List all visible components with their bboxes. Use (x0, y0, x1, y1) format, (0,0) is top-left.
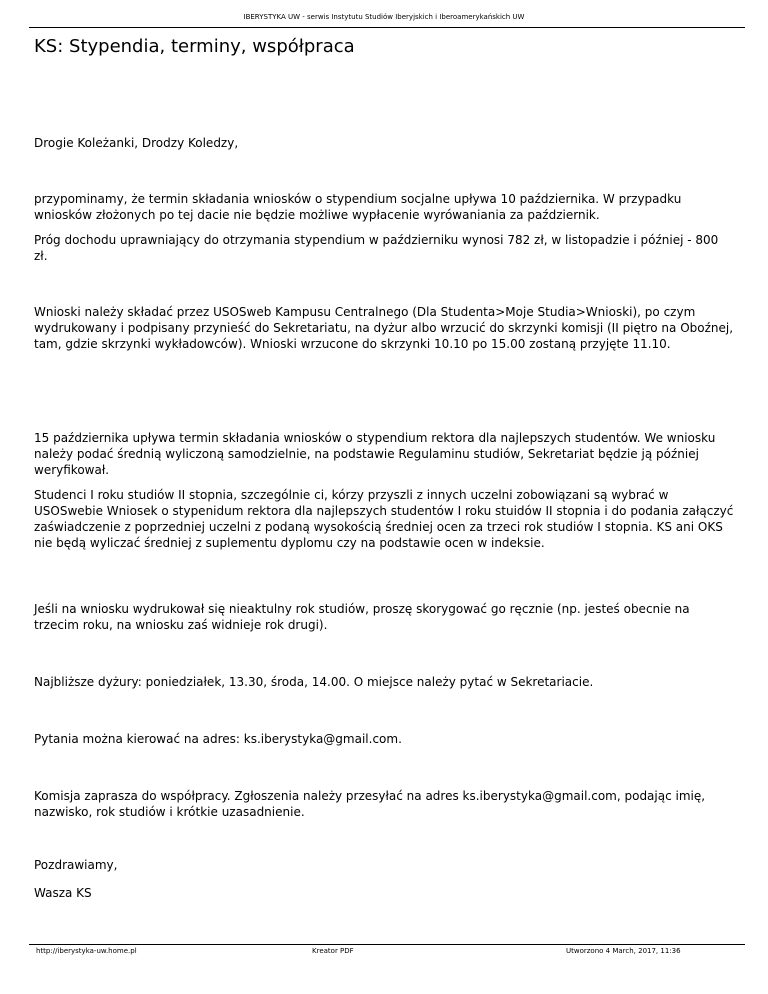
paragraph-rector-scholarship: 15 października upływa termin składania wniosków o stypendium rektora dla najlepszych studentów. We wniosku należy podać średnią wyliczoną samodzielnie, na podstawie Regulaminu studiów, Sekretariat będzie ją później weryfikował. (34, 431, 716, 477)
paragraph-year-correction: Jeśli na wniosku wydrukował się nieaktulny rok studiów, proszę skorygować go ręcznie (np. jesteś obecnie na trzecim roku, na wniosku zaś widnieje rok drugi). (34, 602, 690, 632)
paragraph-office-hours: Najbliższe dyżury: poniedziałek, 13.30, środa, 14.00. O miejsce należy pytać w Sekretariacie. (34, 675, 594, 689)
page-title: KS: Stypendia, terminy, współpraca (34, 36, 355, 57)
footer-created: Utworzono 4 March, 2017, 11:36 (566, 947, 681, 955)
footer-url: http://iberystyka-uw.home.pl (36, 947, 137, 955)
paragraph-greeting: Drogie Koleżanki, Drodzy Koledzy, (34, 136, 239, 150)
paragraph-social-deadline: przypominamy, że termin składania wniosków o stypendium socjalne upływa 10 października. W przypadku wniosków złożonych po tej dacie nie będzie możliwe wypłacenie wyrówaniania za październik. (34, 192, 682, 222)
paragraph-income-threshold: Próg dochodu uprawniający do otrzymania stypendium w październiku wynosi 782 zł, w listopadzie i później - 800 zł. (34, 233, 719, 263)
paragraph-collaboration: Komisja zaprasza do współpracy. Zgłoszenia należy przesyłać na adres ks.iberystyka@gmail.com, podając imię, nazwisko, rok studiów i krótkie uzasadnienie. (34, 789, 706, 819)
paragraph-closing: Pozdrawiamy, (34, 858, 118, 872)
paragraph-application-process: Wnioski należy składać przez USOSweb Kampusu Centralnego (Dla Studenta>Moje Studia>Wnioski), po czym wydrukowany i podpisany przynieść do Sekretariatu, na dyżur albo wrzucić do skrzynki komisji (II piętro na Oboźnej, tam, gdzie skrzynki wykładowców). Wnioski wrzucone do skrzynki 10.10 po 15.00 zostaną przyjęte 11.10. (34, 305, 734, 351)
paragraph-contact: Pytania można kierować na adres: ks.iberystyka@gmail.com. (34, 732, 402, 746)
paragraph-first-year-students: Studenci I roku studiów II stopnia, szczególnie ci, kórzy przyszli z innych uczelni zobowiązani są wybrać w USOSwebie Wniosek o stypenidum rektora dla najlepszych studentów I roku stuidów II stopnia i do podania załączyć zaświadczenie z poprzedniej uczelni z podaną wysokością średniej ocen za trzeci rok studiów I stopnia. KS ani OKS nie będą wyliczać średniej z suplementu dyplomu czy na podstawie ocen w indeksie. (34, 488, 734, 550)
footer-creator: Kreator PDF (312, 947, 354, 955)
header-divider (29, 27, 745, 28)
site-header: IBERYSTYKA UW - serwis Instytutu Studiów Iberyjskich i Iberoamerykańskich UW (243, 13, 525, 21)
footer-divider (29, 944, 745, 945)
paragraph-signature: Wasza KS (34, 886, 92, 900)
